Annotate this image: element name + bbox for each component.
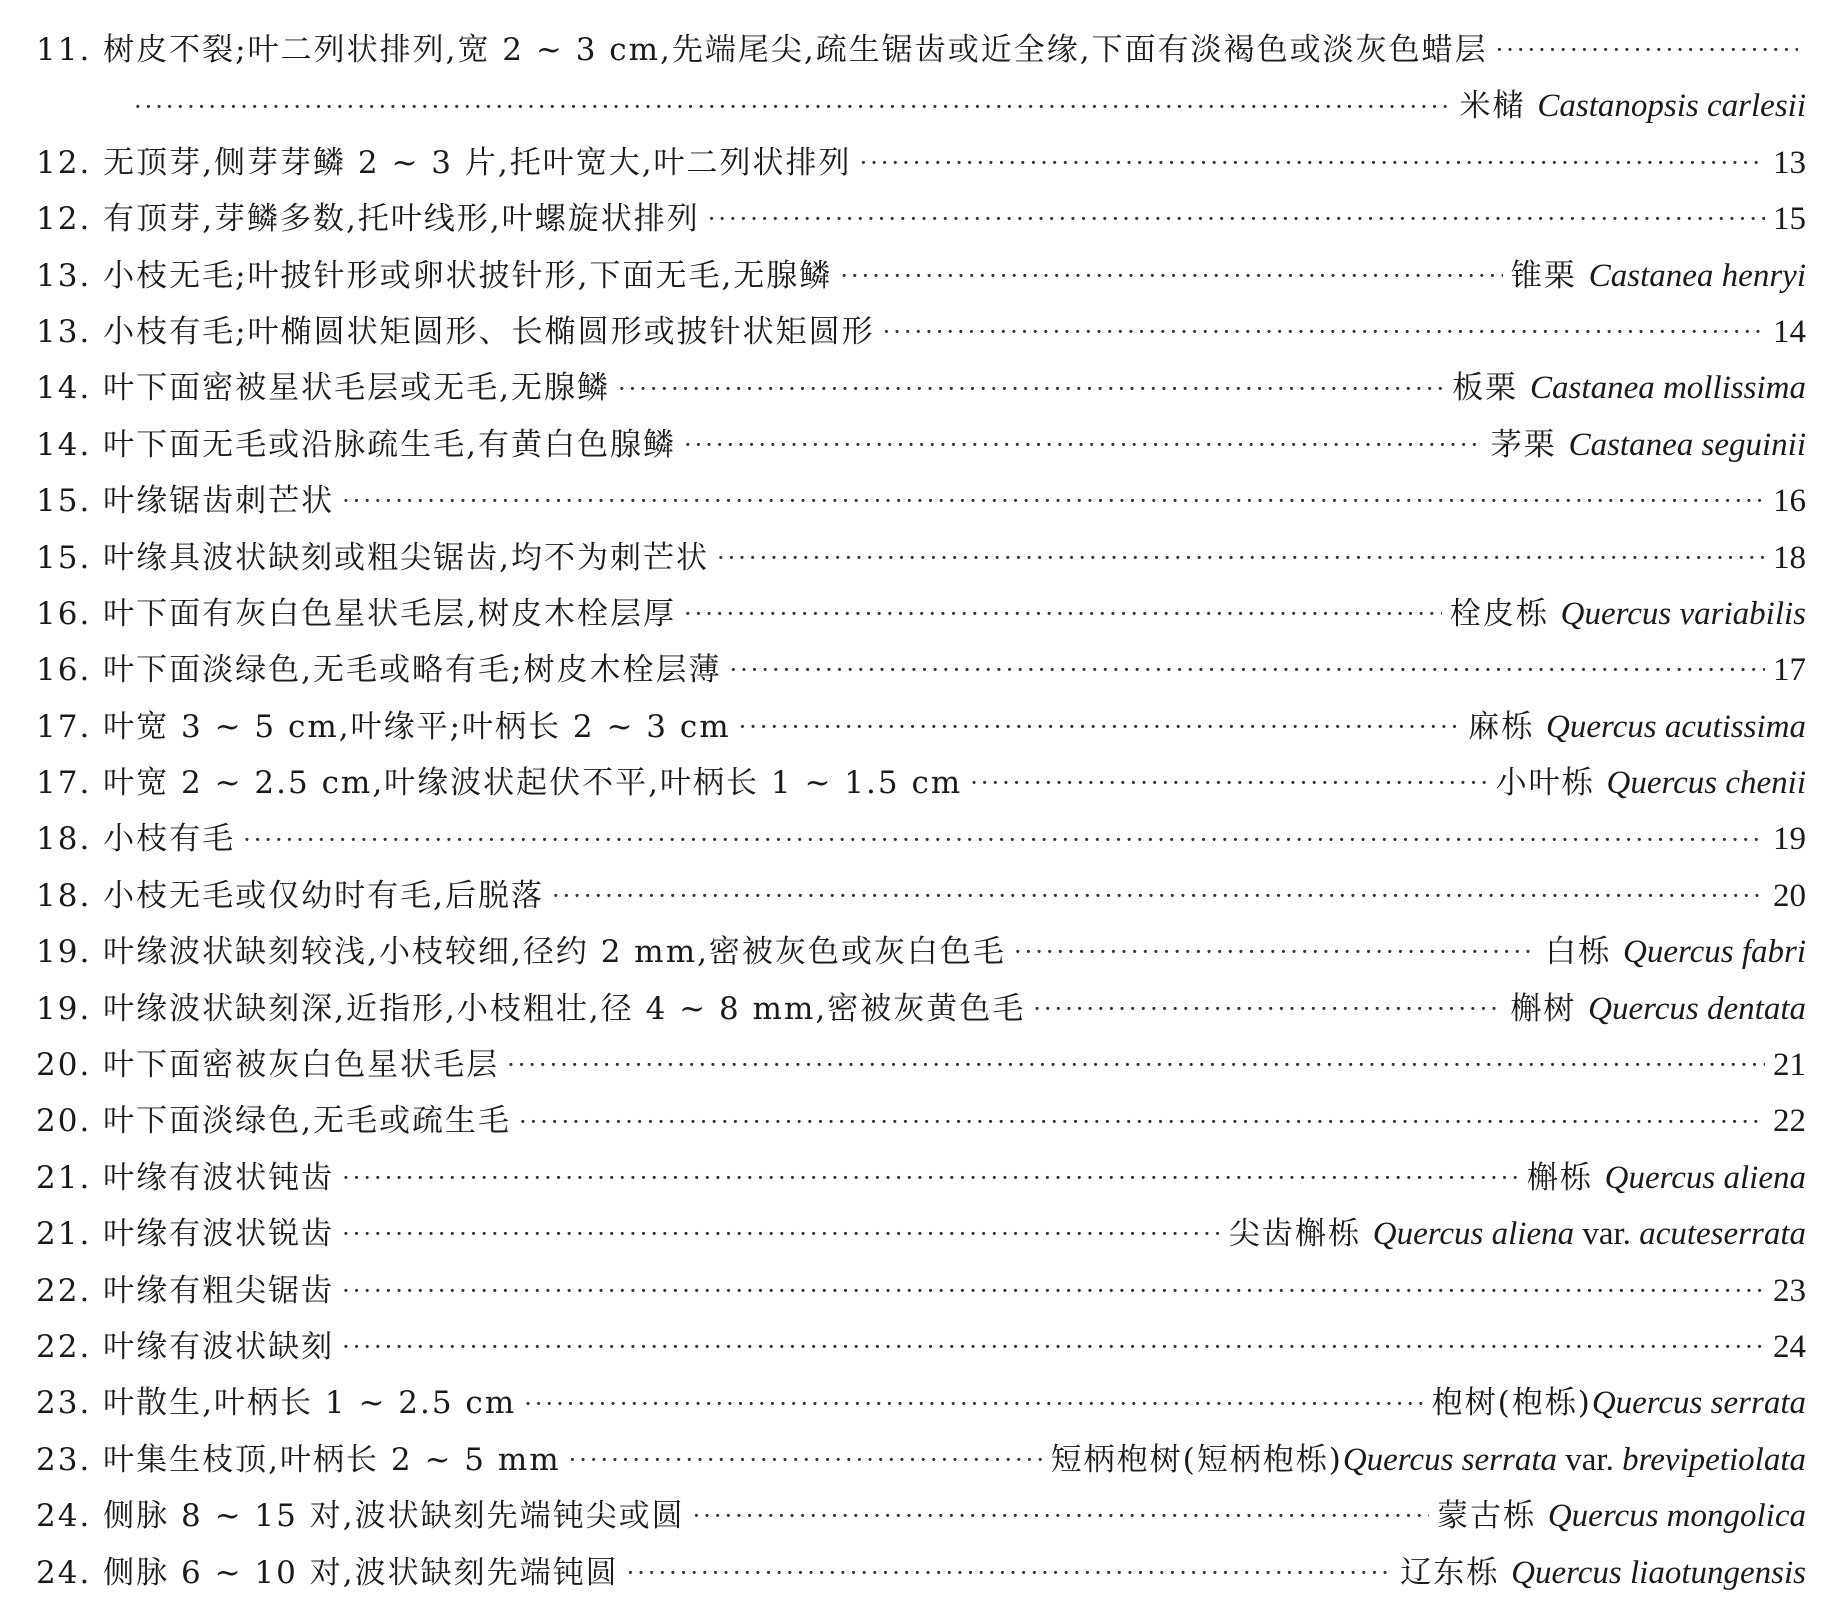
goto-couplet: [1773, 811, 1806, 867]
key-lead-text: 16. 叶下面淡绿色,无毛或略有毛;树皮木栓层薄: [36, 652, 722, 689]
key-row: [36, 586, 1806, 642]
scientific-name: Quercus aliena: [1372, 1216, 1575, 1253]
key-lead-text: 15. 叶缘锯齿刺芒状: [36, 483, 335, 520]
couplet-number: 18: [1773, 539, 1806, 576]
leader-dots: [883, 304, 1765, 360]
key-row: [36, 924, 1806, 980]
leader-dots: [519, 1094, 1765, 1150]
couplet-number: 14: [1773, 313, 1806, 350]
key-lead-text: 23. 叶散生,叶柄长 1 ~ 2.5 cm: [36, 1385, 517, 1422]
infraspecific-name: brevipetiolata: [1622, 1441, 1806, 1478]
chinese-name: 尖齿槲栎: [1228, 1216, 1373, 1253]
leader-dots: [729, 642, 1765, 698]
taxon-name: [1496, 755, 1806, 811]
scientific-name: Quercus variabilis: [1560, 595, 1806, 632]
chinese-name: 枹树(枹栎): [1431, 1385, 1592, 1422]
leader-dots: [970, 755, 1487, 811]
chinese-name: 锥栗: [1510, 257, 1589, 294]
key-lead-text: 14. 叶下面无毛或沿脉疏生毛,有黄白色腺鳞: [36, 426, 677, 463]
key-lead-text: 22. 叶缘有波状缺刻: [36, 1328, 335, 1365]
key-row: [36, 78, 1806, 134]
key-row: [36, 473, 1806, 529]
goto-couplet: [1773, 1319, 1806, 1375]
scientific-name: Quercus fabri: [1622, 934, 1806, 971]
leader-dots: [342, 1206, 1221, 1262]
key-lead-text: 17. 叶宽 3 ~ 5 cm,叶缘平;叶柄长 2 ~ 3 cm: [36, 708, 731, 745]
chinese-name: 辽东栎: [1400, 1554, 1512, 1591]
key-lead-text: 14. 叶下面密被星状毛层或无毛,无腺鳞: [36, 370, 611, 407]
key-row: [36, 1488, 1806, 1544]
key-lead-text: 16. 叶下面有灰白色星状毛层,树皮木栓层厚: [36, 595, 677, 632]
leader-dots: [569, 1432, 1043, 1488]
key-row: [36, 699, 1806, 755]
goto-couplet: [1773, 135, 1806, 191]
chinese-name: 茅栗: [1490, 426, 1569, 463]
key-row: [36, 248, 1806, 304]
infraspecific-name: acuteserrata: [1639, 1216, 1806, 1253]
taxon-name: [1545, 924, 1806, 980]
key-lead-text: 18. 小枝有毛: [36, 821, 236, 858]
chinese-name: 槲栎: [1526, 1159, 1605, 1196]
key-row: [36, 981, 1806, 1037]
key-row: [36, 1545, 1806, 1601]
taxon-name: [1460, 78, 1806, 134]
key-lead-text: 24. 侧脉 8 ~ 15 对,波状缺刻先端钝尖或圆: [36, 1498, 685, 1535]
scientific-name: Quercus mongolica: [1547, 1498, 1806, 1535]
leader-dots: [134, 79, 1452, 135]
chinese-name: 板栗: [1452, 370, 1531, 407]
taxon-name: [1400, 1545, 1806, 1601]
goto-couplet: [1773, 473, 1806, 529]
taxon-name: [1229, 1206, 1806, 1262]
taxon-name: [1437, 1488, 1806, 1544]
key-lead-text: 23. 叶集生枝顶,叶柄长 2 ~ 5 mm: [36, 1441, 561, 1478]
taxon-name: [1527, 1150, 1806, 1206]
key-lead-text: 12. 无顶芽,侧芽芽鳞 2 ~ 3 片,托叶宽大,叶二列状排列: [36, 144, 852, 181]
goto-couplet: [1773, 1263, 1806, 1319]
leader-dots: [684, 417, 1483, 473]
leader-dots: [860, 135, 1765, 191]
leader-dots: [552, 868, 1765, 924]
taxon-name: [1450, 586, 1806, 642]
taxon-name: [1468, 699, 1806, 755]
key-row: [36, 1037, 1806, 1093]
key-row: [36, 1150, 1806, 1206]
rank-label: var.: [1557, 1441, 1623, 1478]
scientific-name: Quercus serrata: [1342, 1441, 1558, 1478]
couplet-number: 16: [1773, 483, 1806, 520]
key-row: [36, 1263, 1806, 1319]
identification-key: [36, 22, 1806, 1601]
couplet-number: 19: [1773, 821, 1806, 858]
taxon-name: [1511, 248, 1806, 304]
key-lead-text: 24. 侧脉 6 ~ 10 对,波状缺刻先端钝圆: [36, 1554, 619, 1591]
key-lead-text: 17. 叶宽 2 ~ 2.5 cm,叶缘波状起伏不平,叶柄长 1 ~ 1.5 cm: [36, 765, 963, 802]
leader-dots: [739, 699, 1460, 755]
couplet-number: 20: [1773, 877, 1806, 914]
key-row: [36, 868, 1806, 924]
leader-dots: [243, 812, 1765, 868]
taxon-name: [1510, 981, 1806, 1037]
leader-dots: [1014, 924, 1537, 980]
couplet-number: 23: [1773, 1272, 1806, 1309]
chinese-name: 小叶栎: [1495, 765, 1607, 802]
key-row: [36, 755, 1806, 811]
key-lead-text: 22. 叶缘有粗尖锯齿: [36, 1272, 335, 1309]
scientific-name: Castanea henryi: [1588, 257, 1806, 294]
key-row: [36, 360, 1806, 416]
chinese-name: 麻栎: [1468, 708, 1546, 745]
couplet-number: 17: [1773, 652, 1806, 689]
leader-dots: [1496, 22, 1798, 78]
leader-dots: [342, 1319, 1765, 1375]
key-lead-text: 21. 叶缘有波状锐齿: [36, 1216, 335, 1253]
scientific-name: Castanopsis carlesii: [1537, 88, 1806, 125]
key-row: [36, 1375, 1806, 1431]
leader-dots: [708, 191, 1765, 247]
goto-couplet: [1773, 304, 1806, 360]
key-lead-text: 19. 叶缘波状缺刻较浅,小枝较细,径约 2 mm,密被灰色或灰白色毛: [36, 934, 1006, 971]
goto-couplet: [1773, 1037, 1806, 1093]
key-row: [36, 22, 1806, 78]
scientific-name: Castanea mollissima: [1530, 370, 1806, 407]
leader-dots: [693, 1488, 1429, 1544]
key-lead-text: 18. 小枝无毛或仅幼时有毛,后脱落: [36, 877, 545, 914]
goto-couplet: [1773, 868, 1806, 924]
key-lead-text: 12. 有顶芽,芽鳞多数,托叶线形,叶螺旋状排列: [36, 201, 700, 238]
leader-dots: [717, 530, 1765, 586]
leader-dots: [618, 361, 1444, 417]
key-row: [36, 304, 1806, 360]
key-row: [36, 417, 1806, 473]
scientific-name: Quercus serrata: [1591, 1385, 1806, 1422]
chinese-name: 白栎: [1545, 934, 1623, 971]
leader-dots: [342, 1150, 1519, 1206]
key-lead-text: 13. 小枝无毛;叶披针形或卵状披针形,下面无毛,无腺鳞: [36, 257, 833, 294]
scientific-name: Quercus chenii: [1606, 765, 1806, 802]
leader-dots: [840, 248, 1503, 304]
chinese-name: 栓皮栎: [1449, 595, 1561, 632]
couplet-number: 13: [1773, 144, 1806, 181]
key-row: [36, 135, 1806, 191]
key-row: [36, 1319, 1806, 1375]
key-row: [36, 1432, 1806, 1488]
couplet-number: 21: [1773, 1047, 1806, 1084]
leader-dots: [1033, 981, 1502, 1037]
couplet-number: 15: [1773, 201, 1806, 238]
scientific-name: Quercus acutissima: [1545, 708, 1806, 745]
key-lead-text: 21. 叶缘有波状钝齿: [36, 1159, 335, 1196]
key-row: [36, 191, 1806, 247]
key-row: [36, 642, 1806, 698]
leader-dots: [524, 1376, 1423, 1432]
couplet-number: 22: [1773, 1103, 1806, 1140]
taxon-name: [1432, 1375, 1806, 1431]
key-lead-text: 13. 小枝有毛;叶椭圆状矩圆形、长椭圆形或披针状矩圆形: [36, 313, 875, 350]
taxon-name: [1051, 1432, 1806, 1488]
taxon-name: [1452, 360, 1806, 416]
key-row: [36, 530, 1806, 586]
scientific-name: Quercus liaotungensis: [1511, 1554, 1806, 1591]
key-lead-text: 19. 叶缘波状缺刻深,近指形,小枝粗壮,径 4 ~ 8 mm,密被灰黄色毛: [36, 990, 1026, 1027]
key-row: [36, 1093, 1806, 1149]
key-lead-text: 20. 叶下面淡绿色,无毛或疏生毛: [36, 1103, 512, 1140]
leader-dots: [627, 1545, 1393, 1601]
leader-dots: [507, 1037, 1765, 1093]
scientific-name: Castanea seguinii: [1568, 426, 1806, 463]
scientific-name: Quercus dentata: [1588, 990, 1806, 1027]
key-lead-text: 15. 叶缘具波状缺刻或粗尖锯齿,均不为刺芒状: [36, 539, 710, 576]
goto-couplet: [1773, 642, 1806, 698]
chinese-name: 蒙古栎: [1436, 1498, 1548, 1535]
key-lead-text: 11. 树皮不裂;叶二列状排列,宽 2 ~ 3 cm,先端尾尖,疏生锯齿或近全缘,下面有淡褐色或淡灰色蜡层: [36, 32, 1488, 68]
key-row: [36, 811, 1806, 867]
key-lead-text: 20. 叶下面密被灰白色星状毛层: [36, 1047, 500, 1084]
chinese-name: 槲树: [1510, 990, 1589, 1027]
goto-couplet: [1773, 530, 1806, 586]
chinese-name: 米槠: [1459, 88, 1538, 125]
leader-dots: [342, 473, 1765, 529]
scientific-name: Quercus aliena: [1604, 1159, 1806, 1196]
goto-couplet: [1773, 1093, 1806, 1149]
goto-couplet: [1773, 191, 1806, 247]
key-row: [36, 1206, 1806, 1262]
taxon-name: [1491, 417, 1806, 473]
couplet-number: 24: [1773, 1328, 1806, 1365]
leader-dots: [342, 1263, 1765, 1319]
leader-dots: [684, 586, 1442, 642]
chinese-name: 短柄枹树(短柄枹栎): [1050, 1441, 1343, 1478]
rank-label: var.: [1574, 1216, 1640, 1253]
